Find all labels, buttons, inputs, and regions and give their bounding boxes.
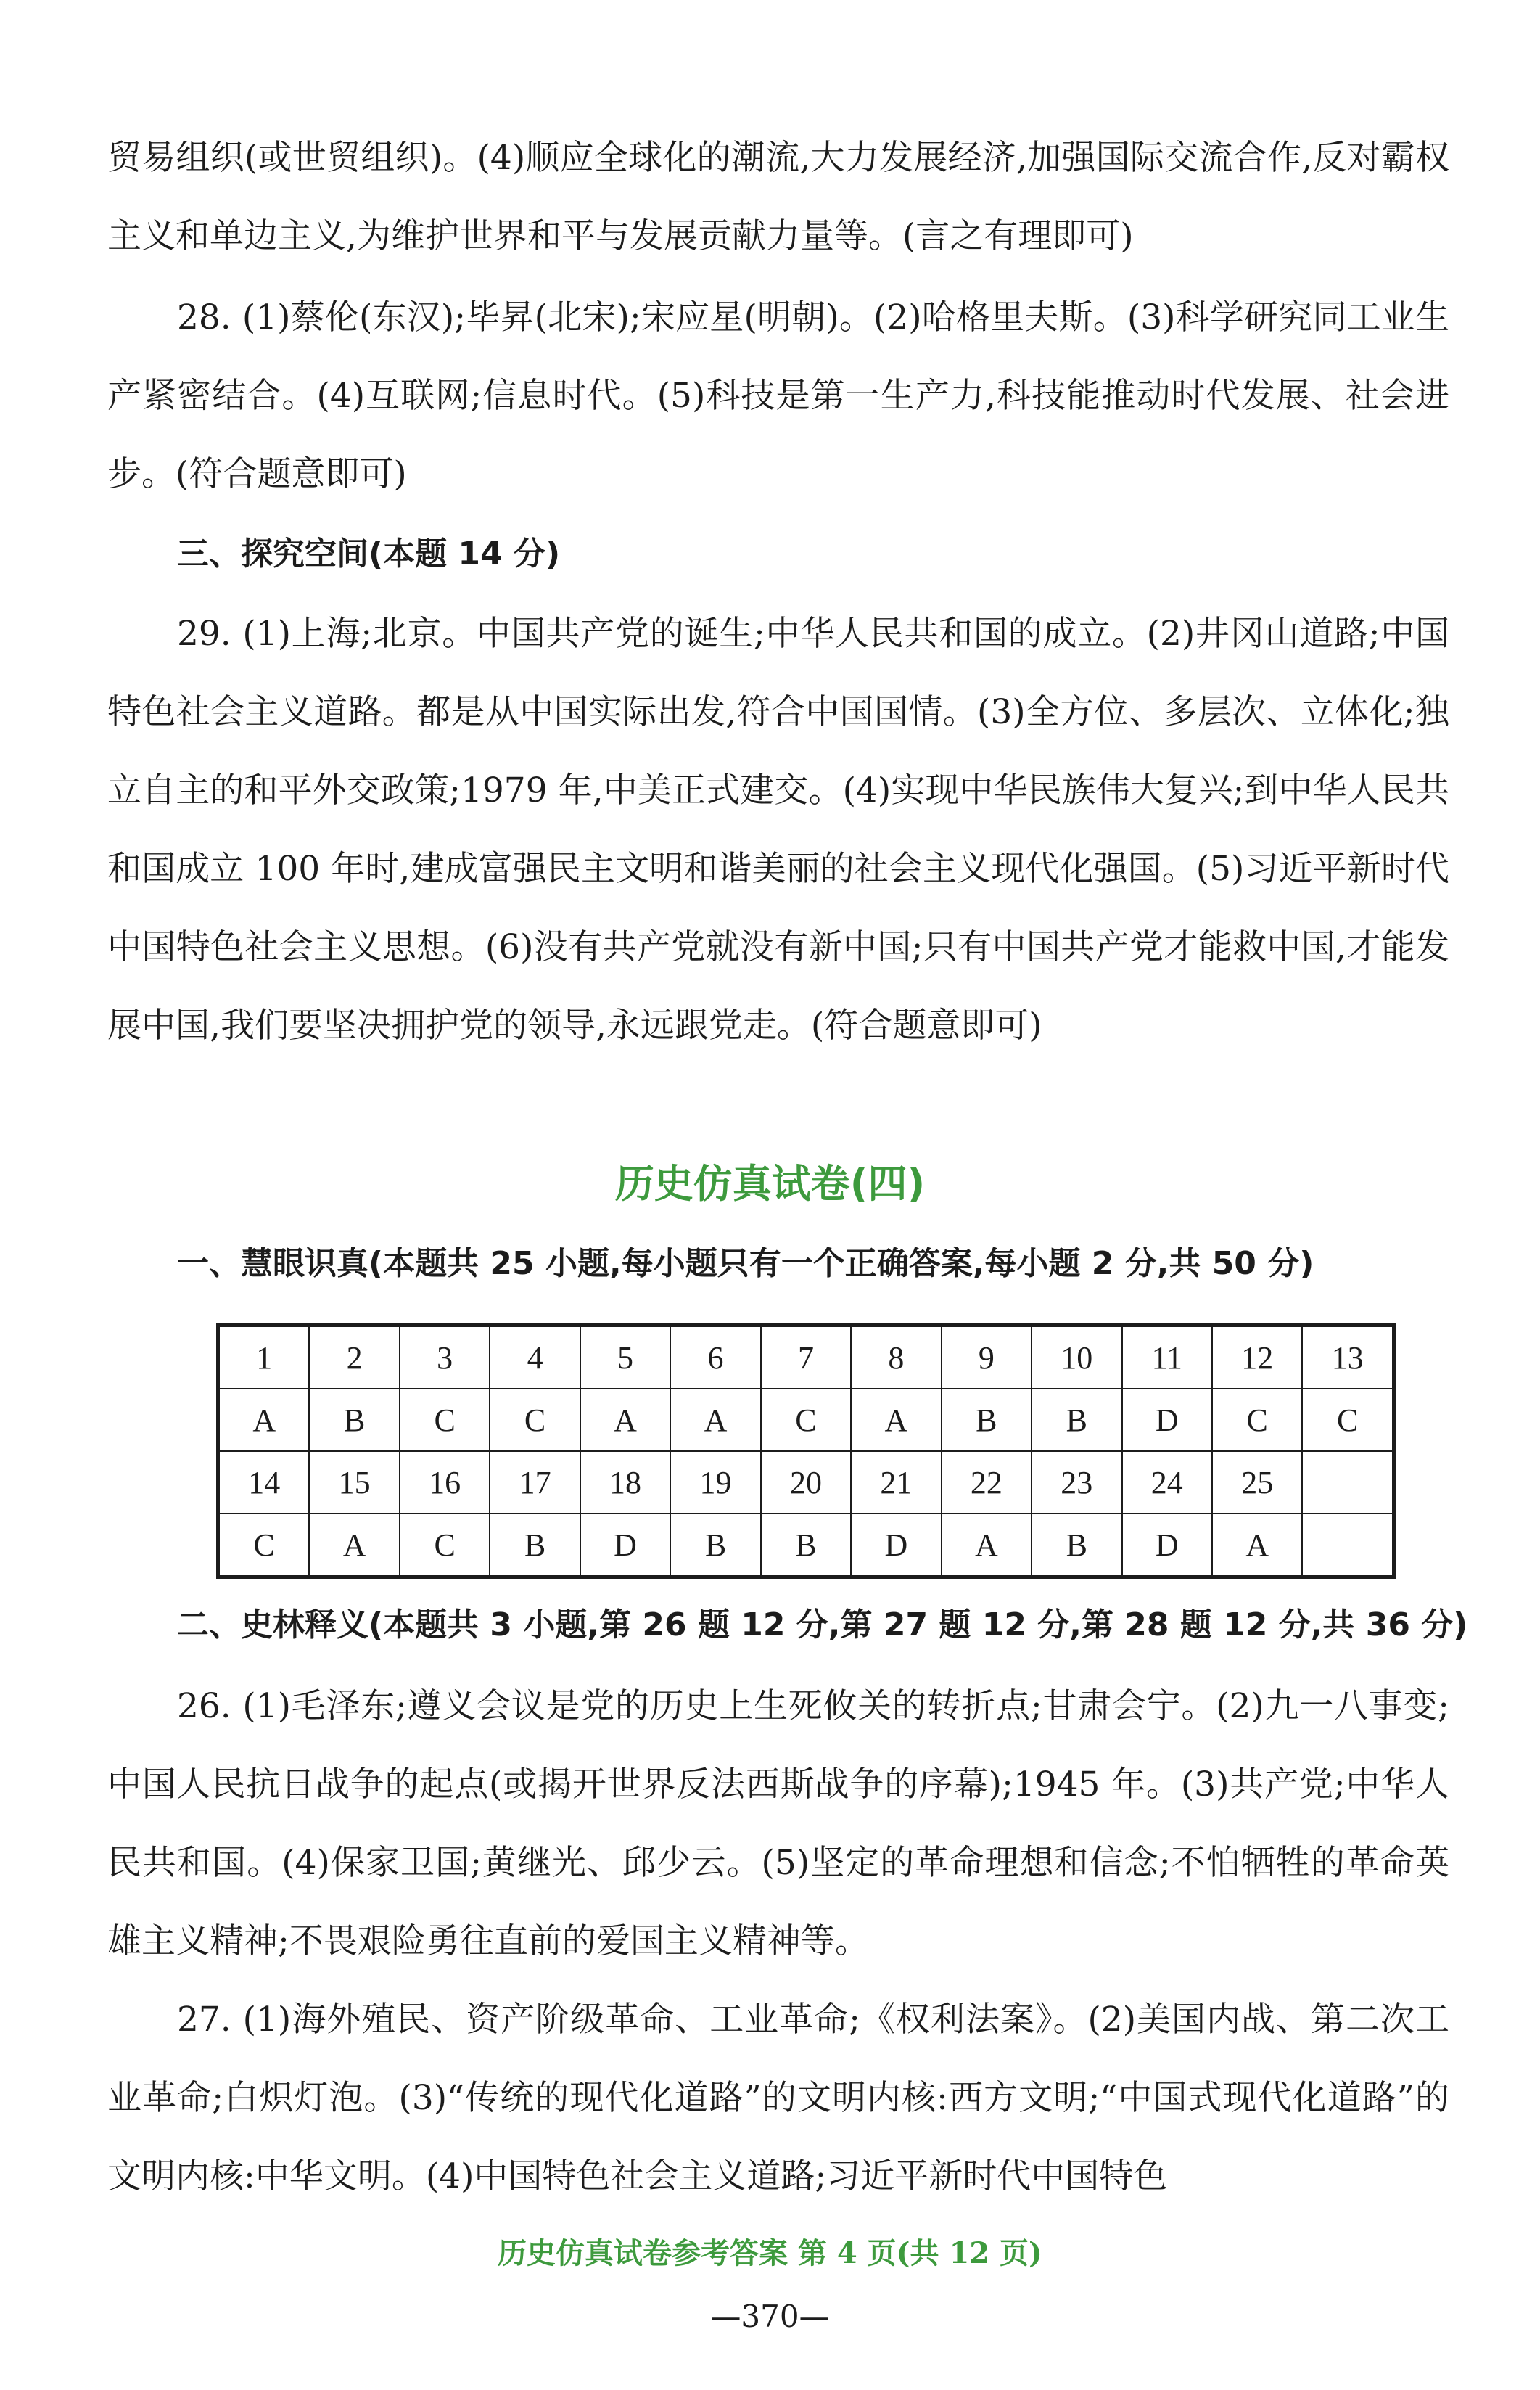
answer-cell: C xyxy=(761,1389,851,1451)
answer-cell xyxy=(1302,1514,1393,1577)
answer-row xyxy=(218,1389,1394,1451)
answer-q27: 27. (1)海外殖民、资产阶级革命、工业革命;《权利法案》。(2)美国内战、第二次工业革命;白炽灯泡。(3)“传统的现代化道路”的文明内核:西方文明;“中国式现代化道路”的文明内核:中华文明。(4)中国特色社会主义道路;习近平新时代中国特色 xyxy=(107,2000,1449,2196)
question-number-cell: 15 xyxy=(309,1451,399,1514)
page-number: —370— xyxy=(710,2299,830,2334)
page-footer: 历史仿真试卷参考答案 第 4 页(共 12 页) xyxy=(498,2236,1042,2270)
question-number-cell: 5 xyxy=(580,1326,670,1389)
answer-cell: A xyxy=(942,1514,1032,1577)
section-2-heading: 二、史林释义(本题共 3 小题,第 26 题 12 分,第 27 题 12 分,第 28 题 12 分,共 36 分) xyxy=(177,1606,1468,1643)
answer-cell: C xyxy=(490,1389,580,1451)
section-1-heading: 一、慧眼识真(本题共 25 小题,每小题只有一个正确答案,每小题 2 分,共 50 分) xyxy=(177,1245,1314,1282)
question-number-cell: 3 xyxy=(400,1326,490,1389)
answer-q29: 29. (1)上海;北京。中国共产党的诞生;中华人民共和国的成立。(2)井冈山道路;中国特色社会主义道路。都是从中国实际出发,符合中国国情。(3)全方位、多层次、立体化;独立自主的和平外交政策;1979 年,中美正式建交。(4)实现中华民族伟大复兴;到中华人民共和国成立 100 年时,建成富强民主文明和谐美丽的社会主义现代化强国。(5)习近平新时代中国特色社会主义思想。(6)没有共产党就没有新中国;只有中国共产党才能救中国,才能发展中国,我们要坚决拥护党的领导,永远跟党走。(符合题意即可) xyxy=(107,614,1449,1046)
question-number-cell: 23 xyxy=(1032,1451,1121,1514)
question-number-cell: 10 xyxy=(1032,1326,1121,1389)
question-number-cell: 21 xyxy=(851,1451,941,1514)
answer-cell: B xyxy=(309,1389,399,1451)
question-number-cell: 16 xyxy=(400,1451,490,1514)
question-number-cell: 1 xyxy=(218,1326,310,1389)
answer-cell: B xyxy=(1032,1514,1121,1577)
answer-cell: D xyxy=(580,1514,670,1577)
answer-table xyxy=(216,1323,1396,1579)
question-number-cell: 11 xyxy=(1122,1326,1212,1389)
question-number-cell: 14 xyxy=(218,1451,310,1514)
answer-cell: C xyxy=(400,1514,490,1577)
answer-cell: C xyxy=(1212,1389,1302,1451)
answer-cell: B xyxy=(761,1514,851,1577)
question-number-cell: 12 xyxy=(1212,1326,1302,1389)
answer-cell: D xyxy=(851,1514,941,1577)
answer-cell: A xyxy=(309,1514,399,1577)
answer-cell: A xyxy=(218,1389,310,1451)
question-number-cell: 18 xyxy=(580,1451,670,1514)
question-number-row xyxy=(218,1326,1394,1389)
answer-row xyxy=(218,1514,1394,1577)
question-number-cell: 24 xyxy=(1122,1451,1212,1514)
question-number-cell: 17 xyxy=(490,1451,580,1514)
exam-title: 历史仿真试卷(四) xyxy=(614,1161,926,1207)
section-3-heading: 三、探究空间(本题 14 分) xyxy=(177,535,561,572)
answer-cell: C xyxy=(218,1514,310,1577)
question-number-row xyxy=(218,1451,1394,1514)
answer-cell: B xyxy=(1032,1389,1121,1451)
question-number-cell: 20 xyxy=(761,1451,851,1514)
question-number-cell: 4 xyxy=(490,1326,580,1389)
answer-cell: A xyxy=(670,1389,760,1451)
question-number-cell xyxy=(1302,1451,1393,1514)
answer-cell: D xyxy=(1122,1514,1212,1577)
intro-paragraph: 贸易组织(或世贸组织)。(4)顺应全球化的潮流,大力发展经济,加强国际交流合作,反对霸权主义和单边主义,为维护世界和平与发展贡献力量等。(言之有理即可) xyxy=(107,138,1449,256)
question-number-cell: 22 xyxy=(942,1451,1032,1514)
answer-cell: A xyxy=(580,1389,670,1451)
answer-cell: B xyxy=(670,1514,760,1577)
question-number-cell: 2 xyxy=(309,1326,399,1389)
question-number-cell: 19 xyxy=(670,1451,760,1514)
answer-cell: B xyxy=(942,1389,1032,1451)
answer-cell: C xyxy=(1302,1389,1393,1451)
answer-cell: C xyxy=(400,1389,490,1451)
question-number-cell: 9 xyxy=(942,1326,1032,1389)
answer-cell: B xyxy=(490,1514,580,1577)
question-number-cell: 8 xyxy=(851,1326,941,1389)
answer-cell: A xyxy=(851,1389,941,1451)
answer-cell: D xyxy=(1122,1389,1212,1451)
answer-cell: A xyxy=(1212,1514,1302,1577)
question-number-cell: 6 xyxy=(670,1326,760,1389)
question-number-cell: 7 xyxy=(761,1326,851,1389)
answer-q26: 26. (1)毛泽东;遵义会议是党的历史上生死攸关的转折点;甘肃会宁。(2)九一八事变;中国人民抗日战争的起点(或揭开世界反法西斯战争的序幕);1945 年。(3)共产党;中华人民共和国。(4)保家卫国;黄继光、邱少云。(5)坚定的革命理想和信念;不怕牺牲的革命英雄主义精神;不畏艰险勇往直前的爱国主义精神等。 xyxy=(107,1686,1449,1961)
question-number-cell: 13 xyxy=(1302,1326,1393,1389)
answer-q28: 28. (1)蔡伦(东汉);毕昇(北宋);宋应星(明朝)。(2)哈格里夫斯。(3)科学研究同工业生产紧密结合。(4)互联网;信息时代。(5)科技是第一生产力,科技能推动时代发展、社会进步。(符合题意即可) xyxy=(107,297,1449,494)
question-number-cell: 25 xyxy=(1212,1451,1302,1514)
